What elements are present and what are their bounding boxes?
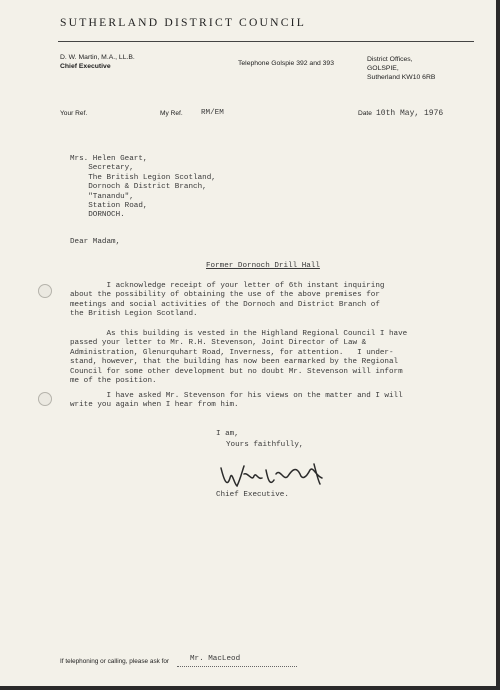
salutation: Dear Madam, <box>70 238 121 246</box>
my-ref-value: RM/EM <box>201 109 224 117</box>
signer-title: Chief Executive. <box>216 491 289 499</box>
your-ref-label: Your Ref. <box>60 110 88 117</box>
office-line-1: District Offices, <box>367 56 413 63</box>
paragraph-1: I acknowledge receipt of your letter of 6th instant inquiring about the possibility of obtaining the use of the above premises for meetings and social activities of the Dornoch and District Branch of the British Legion Scotland. <box>70 282 385 319</box>
footer-dotted-line <box>177 666 297 667</box>
office-line-2: GOLSPIE, <box>367 64 399 72</box>
footer-contact: Mr. MacLeod <box>190 655 241 663</box>
office-address <box>367 56 435 82</box>
telephone: Telephone Golspie 392 and 393 <box>238 60 334 67</box>
punch-hole-top <box>38 284 52 298</box>
my-ref-label: My Ref. <box>160 110 183 117</box>
closing-2: Yours faithfully, <box>226 441 304 449</box>
office-line-3: Sutherland KW10 6RB <box>367 73 436 81</box>
punch-hole-bottom <box>38 392 52 406</box>
officer-block <box>60 54 135 72</box>
letterhead-rule <box>58 41 474 42</box>
officer-name: D. W. Martin, M.A., LL.B. <box>60 54 135 61</box>
date-label: Date <box>358 110 372 117</box>
officer-title: Chief Executive <box>60 62 111 70</box>
council-name: SUTHERLAND DISTRICT COUNCIL <box>60 16 306 29</box>
paragraph-2: As this building is vested in the Highland Regional Council I have passed your letter to Mr. R.H. Stevenson, Joint Director of Law & Administration, Glenurquhart Road, Inverness, for attention. I under- stand, however, that the building has now been earmarked by the Regional Council for some other development but no doubt Mr. Stevenson will inform me of the position. <box>70 330 408 386</box>
closing-1: I am, <box>216 430 239 438</box>
recipient-address: Mrs. Helen Geart, Secretary, The British Legion Scotland, Dornoch & District Branch, "Tanandu", Station Road, DORNOCH. <box>70 155 216 220</box>
paragraph-3: I have asked Mr. Stevenson for his views on the matter and I will write you again when I hear from him. <box>70 392 403 410</box>
date-value: 10th May, 1976 <box>376 109 444 118</box>
footer-label: If telephoning or calling, please ask for <box>60 658 170 665</box>
handwritten-signature <box>218 460 338 494</box>
subject-line: Former Dornoch Drill Hall <box>206 262 320 270</box>
